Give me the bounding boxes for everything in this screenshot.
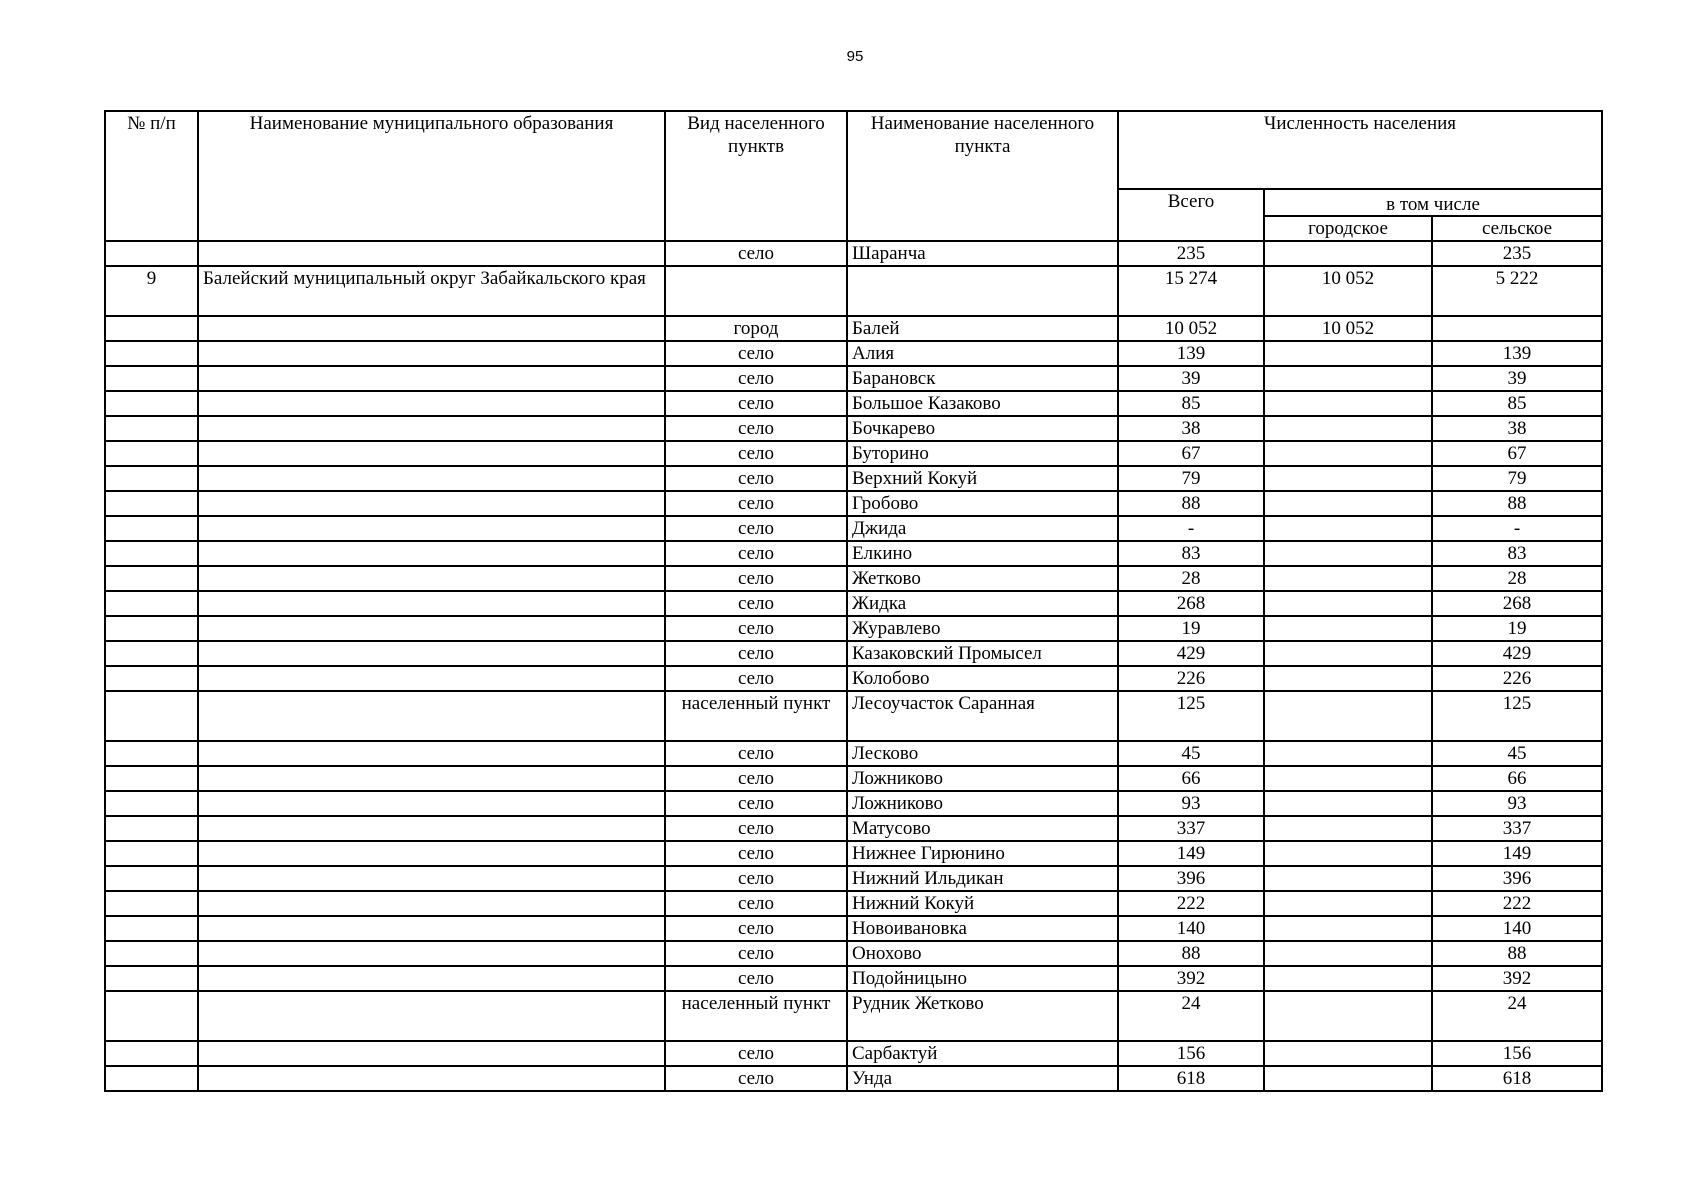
cell-settlement: Ложниково: [847, 791, 1118, 816]
cell-rural: 66: [1432, 766, 1602, 791]
cell-num: [105, 991, 198, 1041]
cell-total: 268: [1118, 591, 1264, 616]
cell-total: 83: [1118, 541, 1264, 566]
cell-total: 93: [1118, 791, 1264, 816]
cell-urban: [1264, 541, 1432, 566]
cell-municipality: [198, 416, 665, 441]
cell-urban: [1264, 666, 1432, 691]
cell-type: село: [665, 766, 847, 791]
cell-type: село: [665, 966, 847, 991]
table-row: [105, 991, 1602, 1041]
cell-num: [105, 591, 198, 616]
table-row: [105, 541, 1602, 566]
cell-num: [105, 766, 198, 791]
cell-settlement: Бочкарево: [847, 416, 1118, 441]
cell-municipality: [198, 316, 665, 341]
cell-num: [105, 441, 198, 466]
table-body: [105, 241, 1602, 1091]
cell-rural: 19: [1432, 616, 1602, 641]
cell-urban: 10 052: [1264, 316, 1432, 341]
cell-num: [105, 691, 198, 741]
table-row: [105, 891, 1602, 916]
cell-settlement: Буторино: [847, 441, 1118, 466]
header-settlement: Наименование населенного пункта: [847, 111, 1118, 241]
cell-municipality: [198, 916, 665, 941]
cell-municipality: [198, 241, 665, 266]
header-type: Вид населенного пунктв: [665, 111, 847, 241]
cell-settlement: Гробово: [847, 491, 1118, 516]
cell-num: [105, 641, 198, 666]
cell-type: село: [665, 516, 847, 541]
cell-settlement: Унда: [847, 1066, 1118, 1091]
cell-urban: [1264, 1066, 1432, 1091]
cell-municipality: [198, 1066, 665, 1091]
cell-num: [105, 866, 198, 891]
cell-settlement: Сарбактуй: [847, 1041, 1118, 1066]
cell-total: 88: [1118, 491, 1264, 516]
cell-urban: [1264, 366, 1432, 391]
cell-type: село: [665, 591, 847, 616]
cell-rural: 226: [1432, 666, 1602, 691]
table-row: [105, 841, 1602, 866]
cell-urban: [1264, 941, 1432, 966]
cell-type: село: [665, 416, 847, 441]
table-row: [105, 366, 1602, 391]
cell-municipality: [198, 516, 665, 541]
cell-municipality: [198, 891, 665, 916]
table-row: [105, 691, 1602, 741]
cell-total: 396: [1118, 866, 1264, 891]
cell-urban: [1264, 691, 1432, 741]
cell-municipality: [198, 966, 665, 991]
cell-type: село: [665, 441, 847, 466]
cell-settlement: Большое Казаково: [847, 391, 1118, 416]
cell-rural: 93: [1432, 791, 1602, 816]
table-row: [105, 241, 1602, 266]
cell-total: 235: [1118, 241, 1264, 266]
table-row: [105, 1066, 1602, 1091]
cell-urban: [1264, 591, 1432, 616]
cell-rural: 24: [1432, 991, 1602, 1041]
cell-total: 140: [1118, 916, 1264, 941]
cell-settlement: Рудник Жетково: [847, 991, 1118, 1041]
cell-settlement: Подойницыно: [847, 966, 1118, 991]
cell-type: село: [665, 816, 847, 841]
cell-settlement: Елкино: [847, 541, 1118, 566]
table-row: [105, 641, 1602, 666]
cell-settlement: Лесково: [847, 741, 1118, 766]
cell-type: [665, 266, 847, 316]
cell-type: село: [665, 1041, 847, 1066]
cell-urban: [1264, 466, 1432, 491]
cell-urban: [1264, 516, 1432, 541]
table-row: [105, 341, 1602, 366]
header-population: Численность населения: [1118, 111, 1602, 189]
table-row: [105, 566, 1602, 591]
cell-type: село: [665, 841, 847, 866]
table-row: [105, 316, 1602, 341]
cell-num: [105, 241, 198, 266]
cell-settlement: [847, 266, 1118, 316]
cell-num: [105, 1041, 198, 1066]
cell-municipality: [198, 991, 665, 1041]
cell-rural: 618: [1432, 1066, 1602, 1091]
header-total: Всего: [1118, 189, 1264, 241]
table-row: [105, 916, 1602, 941]
cell-municipality: [198, 866, 665, 891]
cell-num: [105, 941, 198, 966]
cell-municipality: [198, 391, 665, 416]
cell-rural: 125: [1432, 691, 1602, 741]
table-row: [105, 591, 1602, 616]
cell-settlement: Барановск: [847, 366, 1118, 391]
cell-total: 45: [1118, 741, 1264, 766]
table-row: [105, 441, 1602, 466]
cell-municipality: [198, 341, 665, 366]
cell-type: город: [665, 316, 847, 341]
cell-urban: [1264, 1041, 1432, 1066]
cell-rural: 139: [1432, 341, 1602, 366]
cell-municipality: [198, 566, 665, 591]
cell-municipality: [198, 1041, 665, 1066]
cell-settlement: Джида: [847, 516, 1118, 541]
table-row: [105, 766, 1602, 791]
cell-num: [105, 366, 198, 391]
header-num: № п/п: [105, 111, 198, 241]
cell-num: [105, 316, 198, 341]
cell-rural: 156: [1432, 1041, 1602, 1066]
cell-type: село: [665, 916, 847, 941]
cell-type: село: [665, 1066, 847, 1091]
cell-urban: [1264, 791, 1432, 816]
cell-rural: 337: [1432, 816, 1602, 841]
cell-municipality: [198, 766, 665, 791]
table-row: [105, 941, 1602, 966]
cell-municipality: [198, 641, 665, 666]
cell-settlement: Журавлево: [847, 616, 1118, 641]
cell-type: село: [665, 541, 847, 566]
cell-rural: -: [1432, 516, 1602, 541]
cell-urban: [1264, 866, 1432, 891]
cell-total: 85: [1118, 391, 1264, 416]
cell-rural: 85: [1432, 391, 1602, 416]
cell-urban: [1264, 966, 1432, 991]
cell-settlement: Шаранча: [847, 241, 1118, 266]
cell-type: село: [665, 741, 847, 766]
cell-type: село: [665, 491, 847, 516]
cell-urban: [1264, 766, 1432, 791]
cell-settlement: Лесоучасток Саранная: [847, 691, 1118, 741]
cell-type: село: [665, 866, 847, 891]
cell-settlement: Жетково: [847, 566, 1118, 591]
cell-total: 66: [1118, 766, 1264, 791]
table-row: [105, 266, 1602, 316]
cell-total: 67: [1118, 441, 1264, 466]
cell-settlement: Онохово: [847, 941, 1118, 966]
cell-rural: 39: [1432, 366, 1602, 391]
cell-urban: [1264, 616, 1432, 641]
table-row: [105, 791, 1602, 816]
cell-total: 28: [1118, 566, 1264, 591]
cell-total: 125: [1118, 691, 1264, 741]
cell-type: населенный пункт: [665, 991, 847, 1041]
cell-rural: 235: [1432, 241, 1602, 266]
cell-num: [105, 741, 198, 766]
cell-num: [105, 491, 198, 516]
cell-settlement: Нижний Ильдикан: [847, 866, 1118, 891]
cell-rural: 28: [1432, 566, 1602, 591]
table-row: [105, 516, 1602, 541]
table-row: [105, 416, 1602, 441]
header-municipality: Наименование муниципального образования: [198, 111, 665, 241]
cell-total: 429: [1118, 641, 1264, 666]
cell-total: 149: [1118, 841, 1264, 866]
cell-type: село: [665, 641, 847, 666]
cell-settlement: Новоивановка: [847, 916, 1118, 941]
cell-municipality: [198, 491, 665, 516]
cell-total: 226: [1118, 666, 1264, 691]
cell-rural: 83: [1432, 541, 1602, 566]
cell-settlement: Нижнее Гирюнино: [847, 841, 1118, 866]
cell-municipality: [198, 691, 665, 741]
cell-num: [105, 416, 198, 441]
cell-rural: 140: [1432, 916, 1602, 941]
cell-municipality: [198, 941, 665, 966]
cell-type: село: [665, 566, 847, 591]
cell-total: 24: [1118, 991, 1264, 1041]
cell-num: [105, 916, 198, 941]
cell-urban: [1264, 841, 1432, 866]
cell-rural: 88: [1432, 941, 1602, 966]
cell-num: 9: [105, 266, 198, 316]
cell-urban: [1264, 416, 1432, 441]
cell-urban: [1264, 891, 1432, 916]
cell-type: село: [665, 241, 847, 266]
cell-total: 222: [1118, 891, 1264, 916]
table-row: [105, 816, 1602, 841]
cell-type: село: [665, 666, 847, 691]
cell-urban: [1264, 741, 1432, 766]
cell-settlement: Верхний Кокуй: [847, 466, 1118, 491]
cell-num: [105, 791, 198, 816]
cell-rural: 396: [1432, 866, 1602, 891]
cell-municipality: [198, 666, 665, 691]
cell-rural: 88: [1432, 491, 1602, 516]
cell-urban: 10 052: [1264, 266, 1432, 316]
cell-total: 88: [1118, 941, 1264, 966]
cell-settlement: Колобово: [847, 666, 1118, 691]
cell-settlement: Нижний Кокуй: [847, 891, 1118, 916]
cell-total: 79: [1118, 466, 1264, 491]
page-number: 95: [846, 48, 864, 65]
cell-type: село: [665, 341, 847, 366]
table-row: [105, 966, 1602, 991]
cell-municipality: [198, 841, 665, 866]
cell-total: 15 274: [1118, 266, 1264, 316]
cell-total: 139: [1118, 341, 1264, 366]
cell-num: [105, 1066, 198, 1091]
cell-type: село: [665, 616, 847, 641]
cell-num: [105, 541, 198, 566]
table-row: [105, 866, 1602, 891]
table-row: [105, 1041, 1602, 1066]
cell-type: село: [665, 466, 847, 491]
cell-total: 337: [1118, 816, 1264, 841]
cell-municipality: [198, 616, 665, 641]
cell-type: село: [665, 791, 847, 816]
cell-total: 38: [1118, 416, 1264, 441]
cell-urban: [1264, 566, 1432, 591]
cell-urban: [1264, 641, 1432, 666]
cell-urban: [1264, 816, 1432, 841]
cell-municipality: [198, 591, 665, 616]
cell-num: [105, 516, 198, 541]
cell-urban: [1264, 916, 1432, 941]
cell-num: [105, 466, 198, 491]
cell-urban: [1264, 991, 1432, 1041]
cell-municipality: Балейский муниципальный округ Забайкальского края: [198, 266, 665, 316]
cell-municipality: [198, 816, 665, 841]
cell-settlement: Жидка: [847, 591, 1118, 616]
table-row: [105, 491, 1602, 516]
cell-urban: [1264, 491, 1432, 516]
cell-num: [105, 966, 198, 991]
cell-rural: 222: [1432, 891, 1602, 916]
cell-num: [105, 566, 198, 591]
cell-rural: 5 222: [1432, 266, 1602, 316]
cell-rural: 149: [1432, 841, 1602, 866]
header-rural: сельское: [1432, 216, 1602, 241]
table-row: [105, 666, 1602, 691]
cell-num: [105, 891, 198, 916]
cell-municipality: [198, 541, 665, 566]
cell-municipality: [198, 741, 665, 766]
population-table: [104, 110, 1603, 1092]
cell-urban: [1264, 241, 1432, 266]
cell-settlement: Казаковский Промысел: [847, 641, 1118, 666]
cell-total: 156: [1118, 1041, 1264, 1066]
cell-municipality: [198, 441, 665, 466]
cell-total: -: [1118, 516, 1264, 541]
cell-settlement: Матусово: [847, 816, 1118, 841]
cell-type: село: [665, 941, 847, 966]
cell-num: [105, 341, 198, 366]
cell-total: 19: [1118, 616, 1264, 641]
header-including: в том числе: [1264, 189, 1602, 216]
cell-total: 618: [1118, 1066, 1264, 1091]
table-row: [105, 391, 1602, 416]
cell-total: 10 052: [1118, 316, 1264, 341]
cell-num: [105, 816, 198, 841]
cell-rural: 38: [1432, 416, 1602, 441]
cell-type: населенный пункт: [665, 691, 847, 741]
cell-rural: 45: [1432, 741, 1602, 766]
cell-total: 39: [1118, 366, 1264, 391]
cell-type: село: [665, 891, 847, 916]
table-row: [105, 616, 1602, 641]
cell-municipality: [198, 466, 665, 491]
table-row: [105, 741, 1602, 766]
cell-rural: 392: [1432, 966, 1602, 991]
cell-rural: 429: [1432, 641, 1602, 666]
cell-type: село: [665, 366, 847, 391]
table-row: [105, 466, 1602, 491]
cell-settlement: Алия: [847, 341, 1118, 366]
cell-urban: [1264, 391, 1432, 416]
cell-rural: [1432, 316, 1602, 341]
cell-type: село: [665, 391, 847, 416]
cell-num: [105, 616, 198, 641]
cell-num: [105, 391, 198, 416]
cell-total: 392: [1118, 966, 1264, 991]
cell-urban: [1264, 441, 1432, 466]
cell-num: [105, 666, 198, 691]
cell-urban: [1264, 341, 1432, 366]
header-urban: городское: [1264, 216, 1432, 241]
cell-municipality: [198, 366, 665, 391]
cell-rural: 79: [1432, 466, 1602, 491]
cell-rural: 268: [1432, 591, 1602, 616]
cell-settlement: Балей: [847, 316, 1118, 341]
cell-rural: 67: [1432, 441, 1602, 466]
cell-municipality: [198, 791, 665, 816]
cell-num: [105, 841, 198, 866]
cell-settlement: Ложниково: [847, 766, 1118, 791]
